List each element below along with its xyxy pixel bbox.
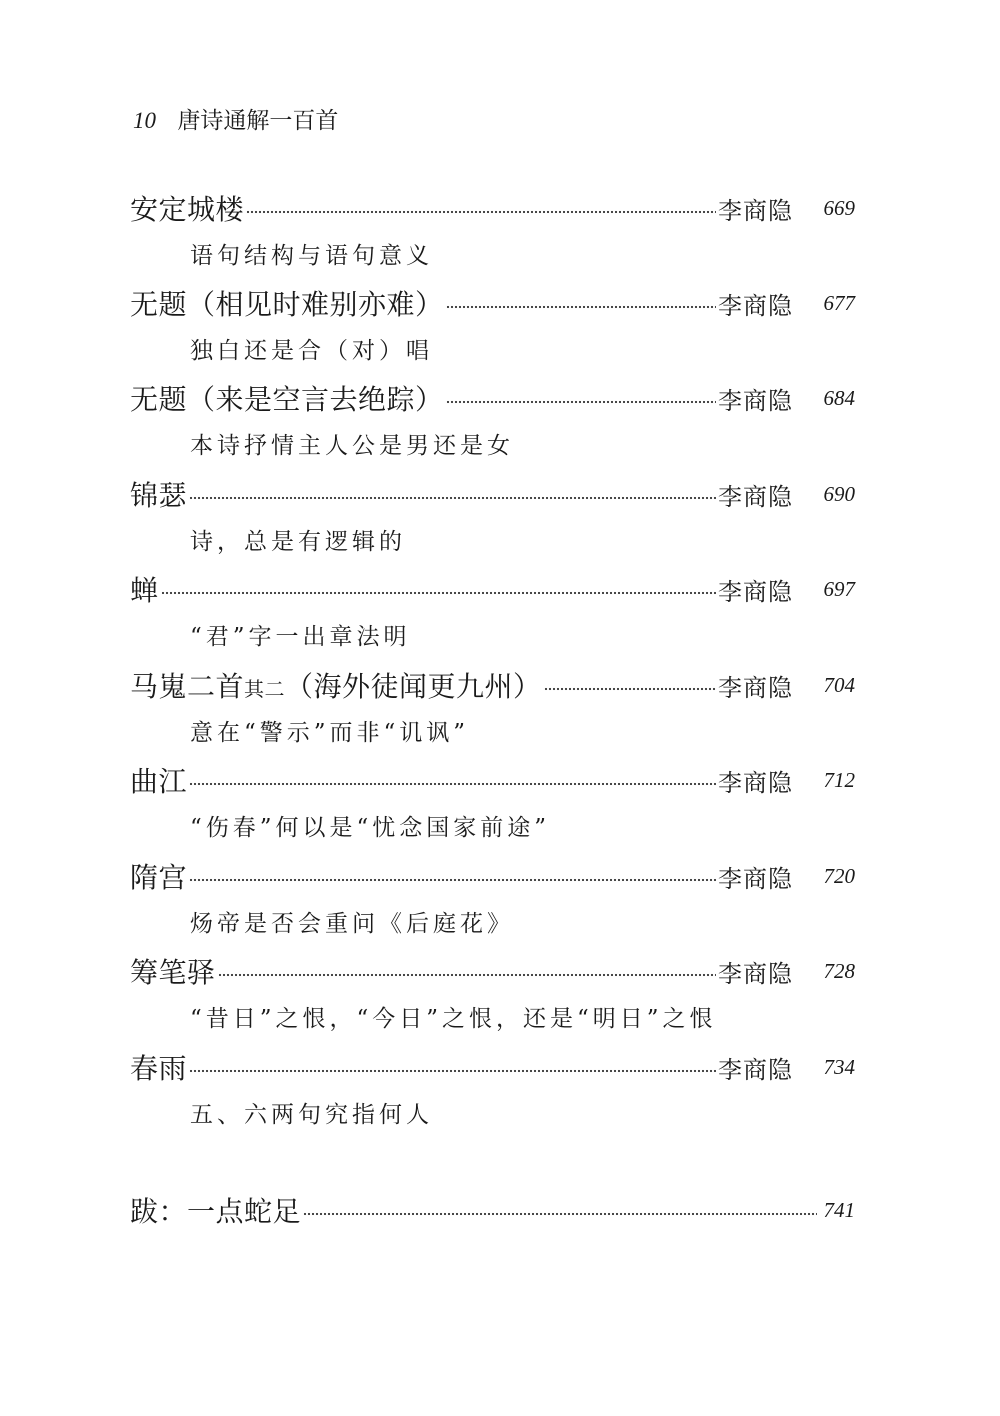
toc-entry[interactable] xyxy=(130,474,855,514)
toc-entry[interactable] xyxy=(130,665,855,705)
entry-author: 李商隐 xyxy=(718,577,793,606)
entry-author: 李商隐 xyxy=(718,386,793,415)
toc-entry-postscript[interactable] xyxy=(130,1190,855,1230)
dot-leader xyxy=(189,1047,716,1087)
dot-leader xyxy=(218,951,716,991)
entry-subtitle: 五、六两句究指何人 xyxy=(190,1102,433,1128)
entry-title: 无题（来是空言去绝踪） xyxy=(130,383,444,416)
dot-leader xyxy=(303,1190,817,1230)
entry-title-note: 其二 xyxy=(244,677,286,701)
toc-entry[interactable] xyxy=(130,951,855,991)
toc-entry[interactable] xyxy=(130,283,855,323)
entry-page-number: 669 xyxy=(823,195,855,220)
toc-entry[interactable] xyxy=(130,569,855,609)
entry-author: 李商隐 xyxy=(718,768,793,797)
entry-page-number: 728 xyxy=(823,958,855,983)
entry-title-rest: （海外徒闻更九州） xyxy=(285,670,542,703)
toc-entry[interactable] xyxy=(130,856,855,896)
header-book-title: 唐诗通解一百首 xyxy=(177,108,339,134)
entry-author: 李商隐 xyxy=(718,959,793,988)
entry-title-main: 马嵬二首 xyxy=(130,670,245,703)
entry-author: 李商隐 xyxy=(718,196,793,225)
entry-title: 隋宫 xyxy=(130,861,188,894)
entry-title: 春雨 xyxy=(130,1052,188,1085)
entry-page-number: 704 xyxy=(823,672,855,697)
entry-author: 李商隐 xyxy=(718,291,793,320)
dot-leader xyxy=(189,856,716,896)
entry-title: 锦瑟 xyxy=(130,479,188,512)
entry-page-number: 741 xyxy=(823,1197,855,1222)
entry-title: 筹笔驿 xyxy=(130,956,216,989)
entry-page-number: 734 xyxy=(823,1054,855,1079)
entry-subtitle: 本诗抒情主人公是男还是女 xyxy=(190,433,514,459)
dot-leader xyxy=(189,760,716,800)
entry-title xyxy=(130,665,542,705)
entry-title: 安定城楼 xyxy=(130,193,245,226)
entry-page-number: 677 xyxy=(823,290,855,315)
entry-page-number: 684 xyxy=(823,385,855,410)
entry-title: 曲江 xyxy=(130,765,188,798)
dot-leader xyxy=(189,474,716,514)
entry-title: 跋：一点蛇足 xyxy=(130,1195,302,1228)
entry-subtitle: “君”字一出章法明 xyxy=(190,624,411,650)
header-page-number: 10 xyxy=(133,108,156,133)
dot-leader xyxy=(161,569,716,609)
entry-subtitle: 炀帝是否会重问《后庭花》 xyxy=(190,911,514,937)
toc-entry[interactable] xyxy=(130,760,855,800)
entry-page-number: 697 xyxy=(823,576,855,601)
toc-entry[interactable] xyxy=(130,188,855,228)
toc-entry[interactable] xyxy=(130,378,855,418)
entry-subtitle: “伤春”何以是“忧念国家前途” xyxy=(190,815,551,841)
entry-author: 李商隐 xyxy=(718,1055,793,1084)
entry-subtitle: 意在“警示”而非“讥讽” xyxy=(190,720,470,746)
dot-leader xyxy=(446,378,716,418)
entry-subtitle: 语句结构与语句意义 xyxy=(190,243,433,269)
entry-subtitle: 诗，总是有逻辑的 xyxy=(190,529,406,555)
entry-title: 无题（相见时难别亦难） xyxy=(130,288,444,321)
entry-subtitle: 独白还是合（对）唱 xyxy=(190,338,433,364)
entry-title: 蝉 xyxy=(130,574,159,607)
entry-page-number: 712 xyxy=(823,767,855,792)
entry-subtitle: “昔日”之恨，“今日”之恨，还是“明日”之恨 xyxy=(190,1006,717,1032)
entry-page-number: 720 xyxy=(823,863,855,888)
dot-leader xyxy=(544,665,716,705)
entry-author: 李商隐 xyxy=(718,482,793,511)
running-header xyxy=(133,106,338,136)
entry-page-number: 690 xyxy=(823,481,855,506)
toc-entry[interactable] xyxy=(130,1047,855,1087)
dot-leader xyxy=(246,188,716,228)
entry-author: 李商隐 xyxy=(718,864,793,893)
entry-author: 李商隐 xyxy=(718,673,793,702)
dot-leader xyxy=(446,283,716,323)
